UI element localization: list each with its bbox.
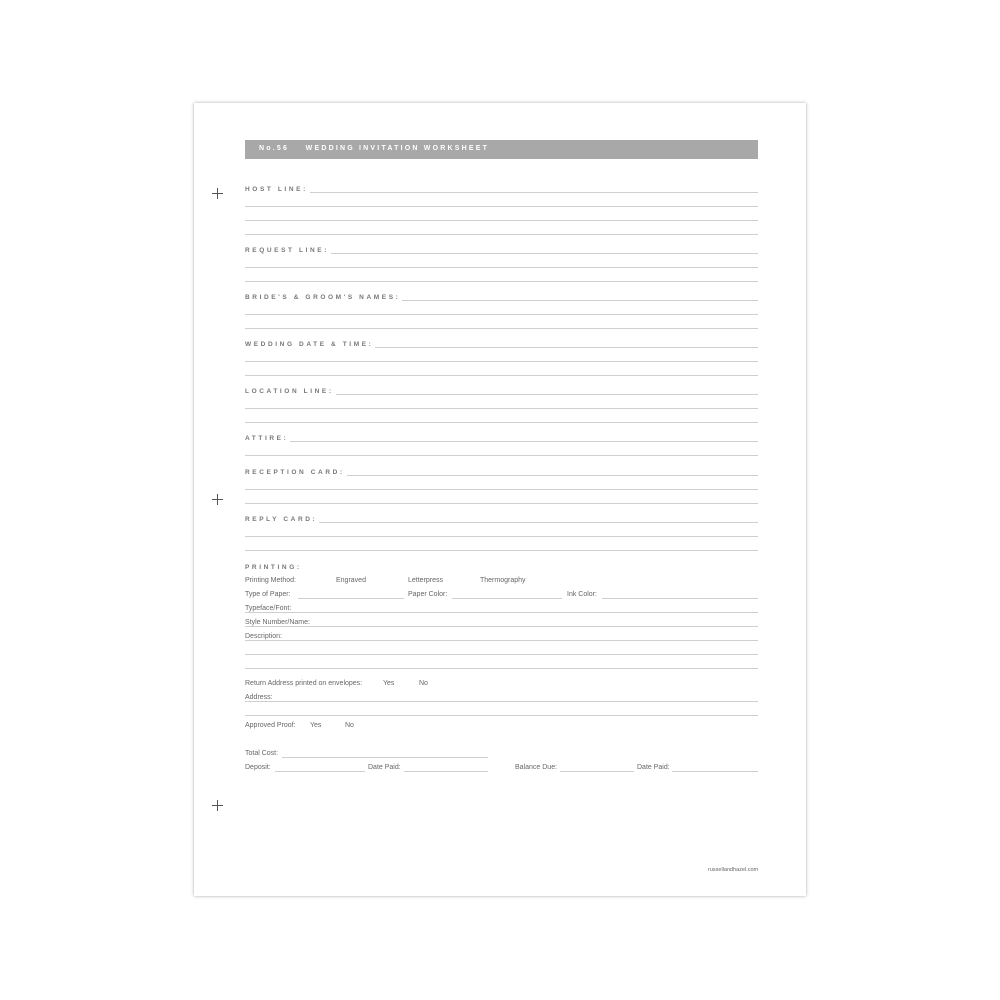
footer-website: russellandhazel.com <box>708 867 759 873</box>
host-line-rule-3[interactable] <box>245 220 758 221</box>
address-field-1[interactable] <box>245 701 758 702</box>
host-line-rule-2[interactable] <box>245 206 758 207</box>
option-letterpress[interactable]: Letterpress <box>408 577 444 584</box>
date-time-rule-2[interactable] <box>245 361 758 362</box>
printing-method-label: Printing Method: <box>245 577 296 584</box>
return-address-no[interactable]: No <box>419 680 428 687</box>
deposit-field[interactable] <box>275 771 365 772</box>
description-field-2[interactable] <box>245 654 758 655</box>
address-field-2[interactable] <box>245 715 758 716</box>
balance-due-field[interactable] <box>560 771 634 772</box>
date-paid-label-1: Date Paid: <box>368 764 401 771</box>
return-address-yes[interactable]: Yes <box>383 680 395 687</box>
request-line-rule-3[interactable] <box>245 281 758 282</box>
date-paid-field-1[interactable] <box>404 771 488 772</box>
type-of-paper-field[interactable] <box>298 598 404 599</box>
location-line-label: LOCATION LINE: <box>245 388 334 395</box>
location-rule-2[interactable] <box>245 408 758 409</box>
date-time-label: WEDDING DATE & TIME: <box>245 341 374 348</box>
location-rule-3[interactable] <box>245 422 758 423</box>
address-label: Address: <box>245 694 273 701</box>
ink-color-label: Ink Color: <box>567 591 597 598</box>
return-address-label: Return Address printed on envelopes: <box>245 680 363 687</box>
reply-card-rule-2[interactable] <box>245 536 758 537</box>
reply-card-rule-3[interactable] <box>245 550 758 551</box>
crop-mark-middle <box>212 494 223 505</box>
names-rule-2[interactable] <box>245 314 758 315</box>
date-paid-field-2[interactable] <box>672 771 758 772</box>
attire-rule-1[interactable] <box>245 441 758 442</box>
style-number-field[interactable] <box>245 626 758 627</box>
header-title <box>259 145 489 152</box>
paper-color-label: Paper Color: <box>408 591 448 598</box>
crop-mark-bottom <box>212 800 223 811</box>
host-line-label: HOST LINE: <box>245 186 308 193</box>
ink-color-field[interactable] <box>602 598 758 599</box>
host-line-rule-1[interactable] <box>245 192 758 193</box>
host-line-rule-4[interactable] <box>245 234 758 235</box>
deposit-label: Deposit: <box>245 764 271 771</box>
worksheet-title: WEDDING INVITATION WORKSHEET <box>305 145 490 152</box>
style-number-label: Style Number/Name: <box>245 619 310 626</box>
typeface-field[interactable] <box>245 612 758 613</box>
reception-card-rule-2[interactable] <box>245 489 758 490</box>
total-cost-label: Total Cost: <box>245 750 279 757</box>
date-paid-label-2: Date Paid: <box>637 764 670 771</box>
attire-rule-2[interactable] <box>245 455 758 456</box>
typeface-label: Typeface/Font: <box>245 605 292 612</box>
request-line-rule-2[interactable] <box>245 267 758 268</box>
description-label: Description: <box>245 633 282 640</box>
header-bar <box>245 140 758 159</box>
worksheet-page <box>194 103 806 896</box>
approved-proof-yes[interactable]: Yes <box>310 722 322 729</box>
printing-label: PRINTING: <box>245 564 302 571</box>
description-field-1[interactable] <box>245 640 758 641</box>
names-label: BRIDE'S & GROOM'S NAMES: <box>245 294 401 301</box>
option-engraved[interactable]: Engraved <box>336 577 366 584</box>
approved-proof-no[interactable]: No <box>345 722 354 729</box>
reception-card-label: RECEPTION CARD: <box>245 469 345 476</box>
crop-mark-top <box>212 188 223 199</box>
option-thermography[interactable]: Thermography <box>480 577 526 584</box>
type-of-paper-label: Type of Paper: <box>245 591 291 598</box>
paper-color-field[interactable] <box>452 598 562 599</box>
total-cost-field[interactable] <box>282 757 488 758</box>
approved-proof-label: Approved Proof: <box>245 722 296 729</box>
description-field-3[interactable] <box>245 668 758 669</box>
date-time-rule-3[interactable] <box>245 375 758 376</box>
names-rule-3[interactable] <box>245 328 758 329</box>
attire-label: ATTIRE: <box>245 435 289 442</box>
reception-card-rule-3[interactable] <box>245 503 758 504</box>
reply-card-label: REPLY CARD: <box>245 516 318 523</box>
balance-due-label: Balance Due: <box>515 764 558 771</box>
reply-card-rule-1[interactable] <box>245 522 758 523</box>
worksheet-number: No.56 <box>259 145 290 152</box>
request-line-label: REQUEST LINE: <box>245 247 329 254</box>
